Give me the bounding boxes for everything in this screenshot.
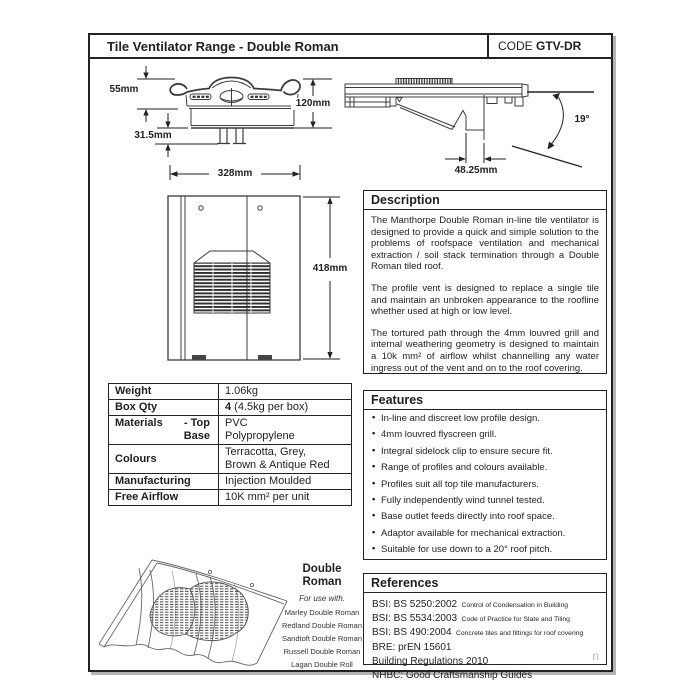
spec-value: Terracotta, Grey, Brown & Antique Red [219, 445, 352, 474]
reference-item: BRE: prEN 15601 [372, 641, 452, 653]
tile-name-line2: Roman [302, 575, 342, 588]
dim-48-25mm: 48.25mm [454, 165, 498, 176]
reference-item: BSI: BS 5534:2003 Code of Practice for Slate and Tiling [372, 613, 570, 625]
description-paragraph: The Manthorpe Double Roman in-line tile ventilator is designed to provide a quick and simple solution to the problems of roofspace ventilation and mechanical extraction / soil stack termination through a Double Roman tiled roof. [371, 215, 599, 273]
product-code-cell [487, 35, 611, 57]
code-label: CODE [498, 39, 533, 53]
feature-item: • Range of profiles and colours available. [372, 463, 600, 473]
spec-value: 10K mm² per unit [219, 490, 352, 506]
description-box [363, 190, 607, 374]
scan-watermark: n [592, 649, 599, 663]
spec-value: PVC Polypropylene [219, 416, 352, 445]
spec-label: Weight [109, 384, 219, 400]
spec-value: 1.06kg [219, 384, 352, 400]
feature-item: • Suitable for use down to a 20° roof pitch. [372, 545, 600, 555]
feature-item: • Profiles suit all top tile manufacturers. [372, 480, 600, 490]
feature-item: • In-line and discreet low profile design. [372, 414, 600, 424]
reference-item: BSI: BS 5250:2002 Control of Condensation in Building [372, 599, 569, 610]
description-paragraph: The tortured path through the 4mm louvred grill and internal weathering geometry is designed to maintain a 10k mm² of airflow whilst channelling any water ingress out of the vent and on to the roof covering. [371, 327, 599, 374]
plan-view-drawing [160, 188, 348, 368]
feature-item: • Integral sidelock clip to ensure secure fit. [372, 447, 600, 457]
code-value: GTV-DR [536, 39, 582, 53]
tile-key [280, 563, 364, 671]
header-bar [90, 35, 611, 59]
reference-item: BSI: BS 490:2004 Concrete tiles and fittings for roof covering [372, 627, 584, 639]
spec-table [108, 383, 352, 506]
tile-illustration [92, 540, 292, 672]
feature-item: • 4mm louvred flyscreen grill. [372, 430, 600, 440]
spec-label: Box Qty [109, 400, 219, 416]
table-row [109, 400, 352, 416]
references-title: References [364, 574, 606, 593]
table-row [109, 445, 352, 474]
spec-value: 4 (4.5kg per box) [219, 400, 352, 416]
feature-item: • Adaptor available for mechanical extraction. [372, 529, 600, 539]
compatible-tile: Redland Double Roman [281, 621, 363, 630]
compatible-tile: Russell Double Roman [283, 647, 361, 656]
table-row [109, 490, 352, 506]
table-row [109, 384, 352, 400]
spec-label: Materials - Top Base [109, 416, 219, 445]
spec-label: Free Airflow [109, 490, 219, 506]
description-body [364, 210, 606, 388]
description-paragraph: The profile vent is designed to replace a single tile and maintain an unbroken appearance to the roofline whether used at high or low level. [371, 282, 599, 318]
dim-120mm: 120mm [291, 98, 335, 110]
reference-item: NHBC: Good Craftsmanship Guides [372, 670, 533, 682]
compatible-tiles-list [280, 606, 364, 671]
compatible-tile: Marley Double Roman [284, 608, 360, 617]
dim-55mm: 55mm [109, 84, 139, 95]
dim-418mm: 418mm [306, 263, 354, 275]
references-list [364, 593, 606, 684]
references-box [363, 573, 607, 682]
features-title: Features [364, 391, 606, 410]
spec-label: Colours [109, 445, 219, 474]
tile-key-subheading: For use with. [299, 594, 345, 603]
spec-value: Injection Moulded [219, 474, 352, 490]
reference-item: Building Regulations 2010 [372, 655, 489, 667]
page-title: Tile Ventilator Range - Double Roman [107, 39, 339, 54]
compatible-tile: Lagan Double Roll [291, 660, 353, 669]
description-title: Description [364, 191, 606, 210]
dim-19deg: 19° [574, 114, 590, 125]
table-row [109, 416, 352, 445]
feature-item: • Base outlet feeds directly into roof space. [372, 512, 600, 522]
spec-label: Manufacturing [109, 474, 219, 490]
dim-328mm: 328mm [211, 168, 259, 180]
dim-31-5mm: 31.5mm [134, 130, 172, 141]
tile-name-line1: Double [302, 563, 342, 575]
compatible-tile: Sandtoft Double Roman [281, 634, 363, 643]
table-row [109, 474, 352, 490]
datasheet-page [88, 33, 613, 682]
feature-item: • Fully independently wind tunnel tested. [372, 496, 600, 506]
features-box [363, 390, 607, 560]
features-list [364, 410, 606, 555]
